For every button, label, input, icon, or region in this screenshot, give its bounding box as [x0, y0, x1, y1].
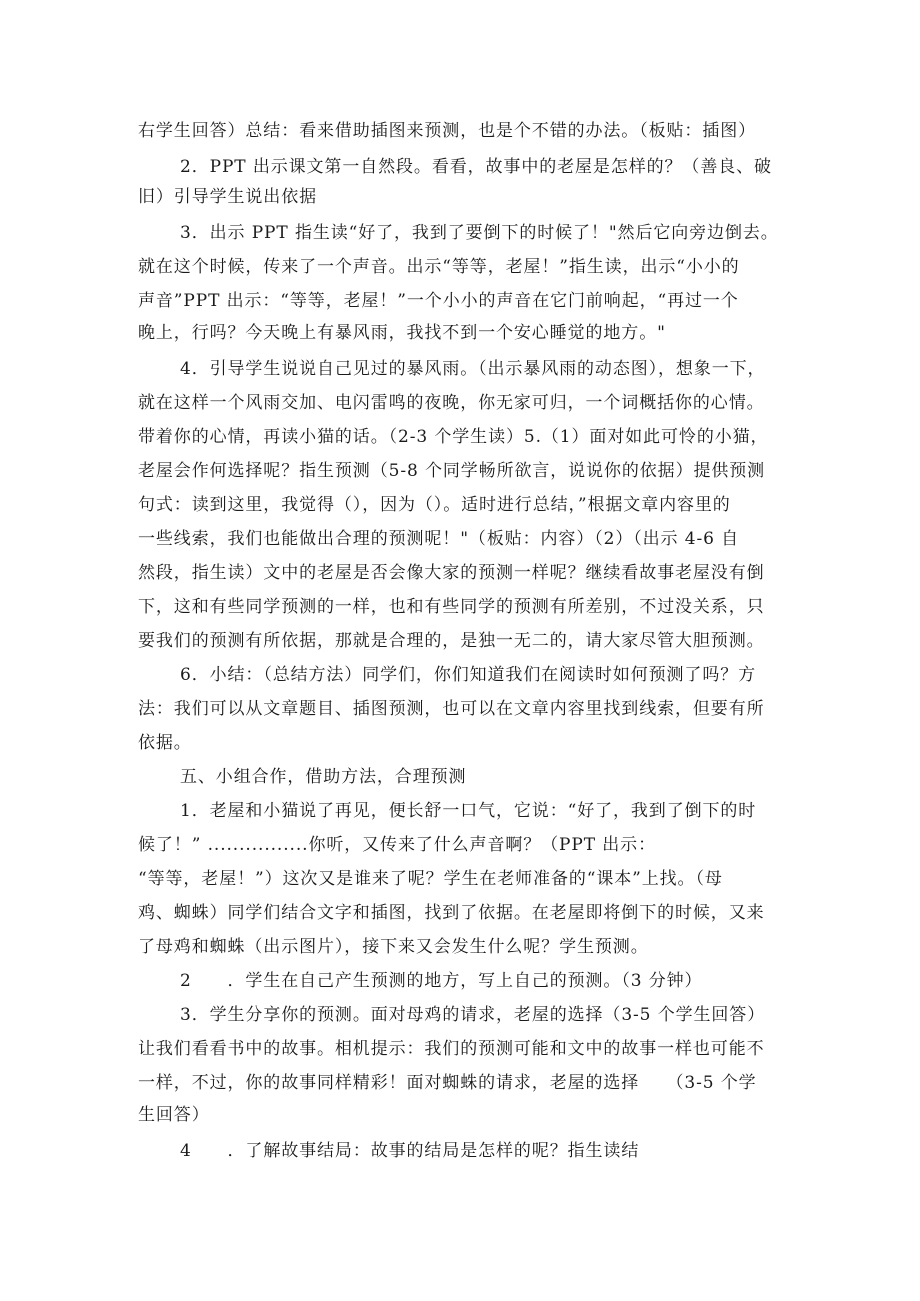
text-line: 一些线索，我们也能做出合理的预测呢！"（板贴：内容）（2）（出示 4-6 自 [138, 529, 740, 549]
text-line: 1．老屋和小猫说了再见，便长舒一口气，它说：“好了，我到了倒下的时 [180, 801, 757, 821]
text-line: 句式：读到这里，我觉得（），因为（）。适时进行总结，”根据文章内容里的 [138, 495, 731, 515]
text-line: 带着你的心情，再读小猫的话。（2-3 个学生读）5.（1）面对如此可怜的小猫， [138, 427, 769, 447]
text-line: 下，这和有些同学预测的一样，也和有些同学的预测有所差别，不过没关系，只 [138, 597, 765, 617]
text-line: 法：我们可以从文章题目、插图预测，也可以在文章内容里找到线索，但要有所 [138, 699, 765, 719]
text-line: 就在这样一个风雨交加、电闪雷鸣的夜晚，你无家可归，一个词概括你的心情。 [138, 393, 765, 413]
text-line: 要我们的预测有所依据，那就是合理的，是独一无二的，请大家尽管大胆预测。 [138, 631, 765, 651]
text-line: 一样，不过，你的故事同样精彩！面对蜘蛛的请求，老屋的选择 （3-5 个学 [138, 1073, 757, 1093]
text-line: 6．小结：（总结方法）同学们，你们知道我们在阅读时如何预测了吗？方 [180, 665, 757, 685]
text-line: 候了！” ................你听，又传来了什么声音啊？（PPT 出示： [138, 835, 656, 855]
text-line: 2．PPT 出示课文第一自然段。看看，故事中的老屋是怎样的？（善良、破 [180, 157, 772, 177]
section-heading: 五、小组合作，借助方法，合理预测 [180, 767, 467, 787]
text-line: 3．出示 PPT 指生读“好了，我到了要倒下的时候了！"然后它向旁边倒去。 [180, 223, 779, 243]
text-line: 4．引导学生说说自己见过的暴风雨。（出示暴风雨的动态图），想象一下， [180, 359, 766, 379]
text-line: 右学生回答）总结：看来借助插图来预测，也是个不错的办法。（板贴：插图） [138, 121, 756, 141]
text-line: 鸡、蜘蛛）同学们结合文字和插图，找到了依据。在老屋即将倒下的时候，又来 [138, 903, 765, 923]
text-line: 依据。 [138, 733, 192, 753]
text-line: 3．学生分享你的预测。面对母鸡的请求，老屋的选择（3-5 个学生回答） [180, 1005, 766, 1025]
text-line: 4 ．了解故事结局：故事的结局是怎样的呢？指生读结 [180, 1141, 640, 1161]
text-line: 晚上，行吗？今天晚上有暴风雨，我找不到一个安心睡觉的地方。" [138, 323, 666, 343]
text-line: “等等，老屋！”）这次又是谁来了呢？学生在老师准备的“课本”上找。（母 [138, 869, 723, 889]
text-line: 旧）引导学生说出依据 [138, 187, 317, 207]
text-line: 让我们看看书中的故事。相机提示：我们的预测可能和文中的故事一样也可能不 [138, 1039, 765, 1059]
text-line: 老屋会作何选择呢？指生预测（5-8 个同学畅所欲言，说说你的依据）提供预测 [138, 461, 766, 481]
text-line: 生回答） [138, 1105, 210, 1125]
text-line: 了母鸡和蜘蛛（出示图片），接下来又会发生什么呢？学生预测。 [138, 937, 649, 957]
text-line: 2 ．学生在自己产生预测的地方，写上自己的预测。（3 分钟） [180, 971, 703, 991]
text-line: 就在这个时候，传来了一个声音。出示“等等，老屋！”指生读，出示“小小的 [138, 257, 740, 277]
text-line: 声音”PPT 出示：“等等，老屋！”一个小小的声音在它门前响起，“再过一个 [138, 291, 739, 311]
text-line: 然段，指生读）文中的老屋是否会像大家的预测一样呢？继续看故事老屋没有倒 [138, 563, 765, 583]
